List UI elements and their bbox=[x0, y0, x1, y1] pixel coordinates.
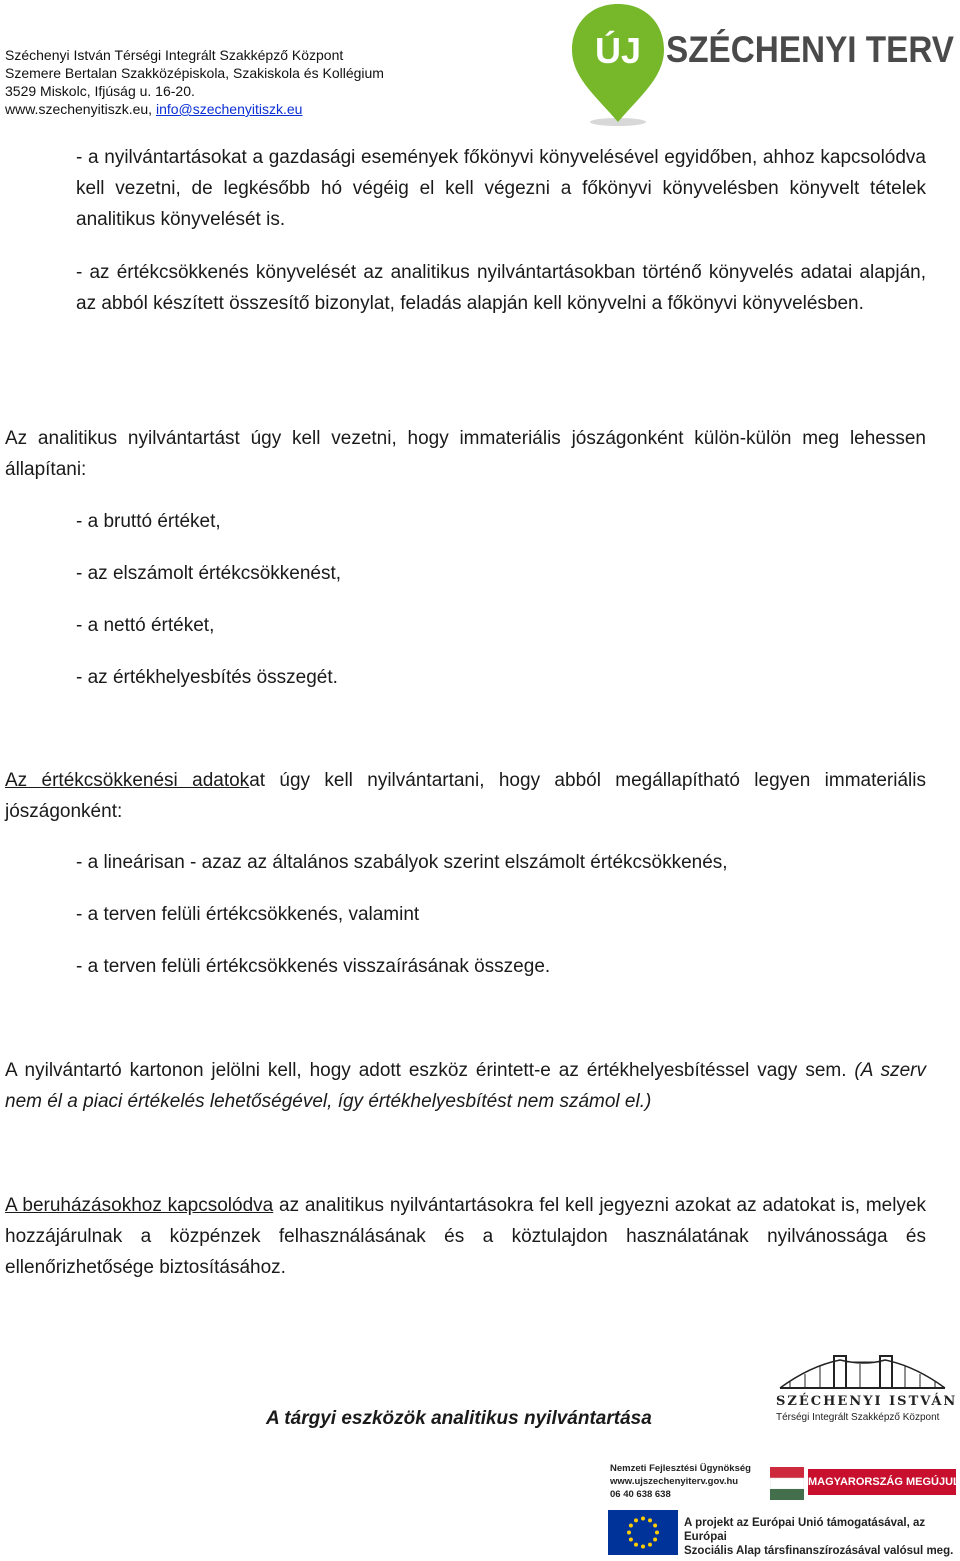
header-line-1: Széchenyi István Térségi Integrált Szakképző Központ bbox=[5, 47, 344, 63]
hungarian-flag-icon bbox=[770, 1463, 804, 1503]
separator: , bbox=[148, 101, 153, 117]
eu-funding-note bbox=[684, 1516, 960, 1558]
list-item: - az elszámolt értékcsökkenést, bbox=[76, 563, 342, 584]
nfu-website: www.ujszechenyiterv.gov.hu bbox=[610, 1476, 739, 1487]
list-item: - a terven felüli értékcsökkenés visszaírásának összege. bbox=[76, 956, 551, 977]
eu-funding-line-2: Szociális Alap társfinanszírozásával valósul meg. bbox=[684, 1545, 954, 1557]
paragraph-4-underlined: Az értékcsökkenési adatok bbox=[5, 770, 250, 791]
szechenyi-istvan-logo bbox=[770, 1350, 958, 1430]
szechenyi-name: SZÉCHENYI ISTVÁN bbox=[776, 1394, 958, 1409]
eu-flag-icon bbox=[608, 1510, 678, 1555]
paragraph-4-rest: at úgy kell nyilvántartani, hogy abból megállapítható legyen immateriális jószágonként: bbox=[5, 770, 926, 822]
header-line-3: 3529 Miskolc, Ifjúság u. 16-20. bbox=[5, 83, 195, 99]
mm-text: MAGYARORSZÁG MEGÚJUL bbox=[808, 1469, 956, 1495]
list-item: - a lineárisan - azaz az általános szabályok szerint elszámolt értékcsökkenés, bbox=[76, 852, 728, 873]
magyarorszag-megujul-logo bbox=[770, 1463, 960, 1503]
eu-funding-line-1: A projekt az Európai Unió támogatásával, az Európai bbox=[684, 1517, 926, 1543]
header-contact bbox=[5, 100, 384, 118]
header-line-2: Szemere Bertalan Szakközépiskola, Szakiskola és Kollégium bbox=[5, 65, 384, 81]
paragraph-2: - az értékcsökkenés könyvelését az analitikus nyilvántartásokban történő könyvelés adatai alapján, az abból készített összesítő bizonylat, feladás alapján kell könyvelni a főkönyvi könyvelésben. bbox=[76, 262, 926, 314]
nfu-phone: 06 40 638 638 bbox=[610, 1489, 671, 1500]
list-item: - a bruttó értéket, bbox=[76, 511, 221, 532]
logo-text: SZÉCHENYI TERV bbox=[666, 29, 955, 70]
paragraph-5-italic: (A szerv nem él a piaci értékelés lehetőségével, így értékhelyesbítést nem számol el.) bbox=[5, 1060, 926, 1112]
paragraph-4 bbox=[5, 765, 926, 827]
paragraph-6 bbox=[5, 1190, 926, 1283]
list-item: - a terven felüli értékcsökkenés, valamint bbox=[76, 904, 420, 925]
logo-badge: ÚJ bbox=[594, 30, 642, 71]
website-text: www.szechenyitiszk.eu bbox=[5, 101, 149, 117]
paragraph-6-rest: az analitikus nyilvántartásokra fel kell jegyezni azokat az adatokat is, melyek hozzájárulnak a közpénzek felhasználásának és a köztulajdon használatának nyilvánossága és ellenőrizhetősége biztosításához. bbox=[5, 1195, 926, 1278]
paragraph-3: Az analitikus nyilvántartást úgy kell vezetni, hogy immateriális jószágonként külön-külön meg lehessen állapítani: bbox=[5, 428, 926, 480]
footer-title: A tárgyi eszközök analitikus nyilvántartása bbox=[266, 1408, 652, 1429]
email-link[interactable]: info@szechenyitiszk.eu bbox=[155, 101, 303, 117]
paragraph-5-text: A nyilvántartó kartonon jelölni kell, hogy adott eszköz érintett-e az értékhelyesbítéssel vagy sem. bbox=[5, 1060, 847, 1081]
paragraph-6-underlined: A beruházásokhoz kapcsolódva bbox=[5, 1195, 274, 1216]
szechenyi-subtitle: Térségi Integrált Szakképző Központ bbox=[776, 1412, 940, 1423]
list-item: - az értékhelyesbítés összegét. bbox=[76, 667, 338, 688]
chain-bridge-icon bbox=[770, 1350, 955, 1394]
nfu-name: Nemzeti Fejlesztési Ügynökség bbox=[610, 1463, 751, 1474]
list-item: - a nettó értéket, bbox=[76, 615, 215, 636]
paragraph-5 bbox=[5, 1055, 926, 1117]
school-header bbox=[5, 46, 384, 118]
paragraph-1: - a nyilvántartásokat a gazdasági események főkönyvi könyvelésével egyidőben, ahhoz kapcsolódva kell vezetni, de legkésőbb hó végéig el kell végezni a főkönyvi könyvelésben könyvelt tételek analitikus könyvelését is. bbox=[76, 147, 926, 230]
nfu-info bbox=[610, 1462, 751, 1501]
uj-szechenyi-terv-logo bbox=[568, 0, 960, 128]
